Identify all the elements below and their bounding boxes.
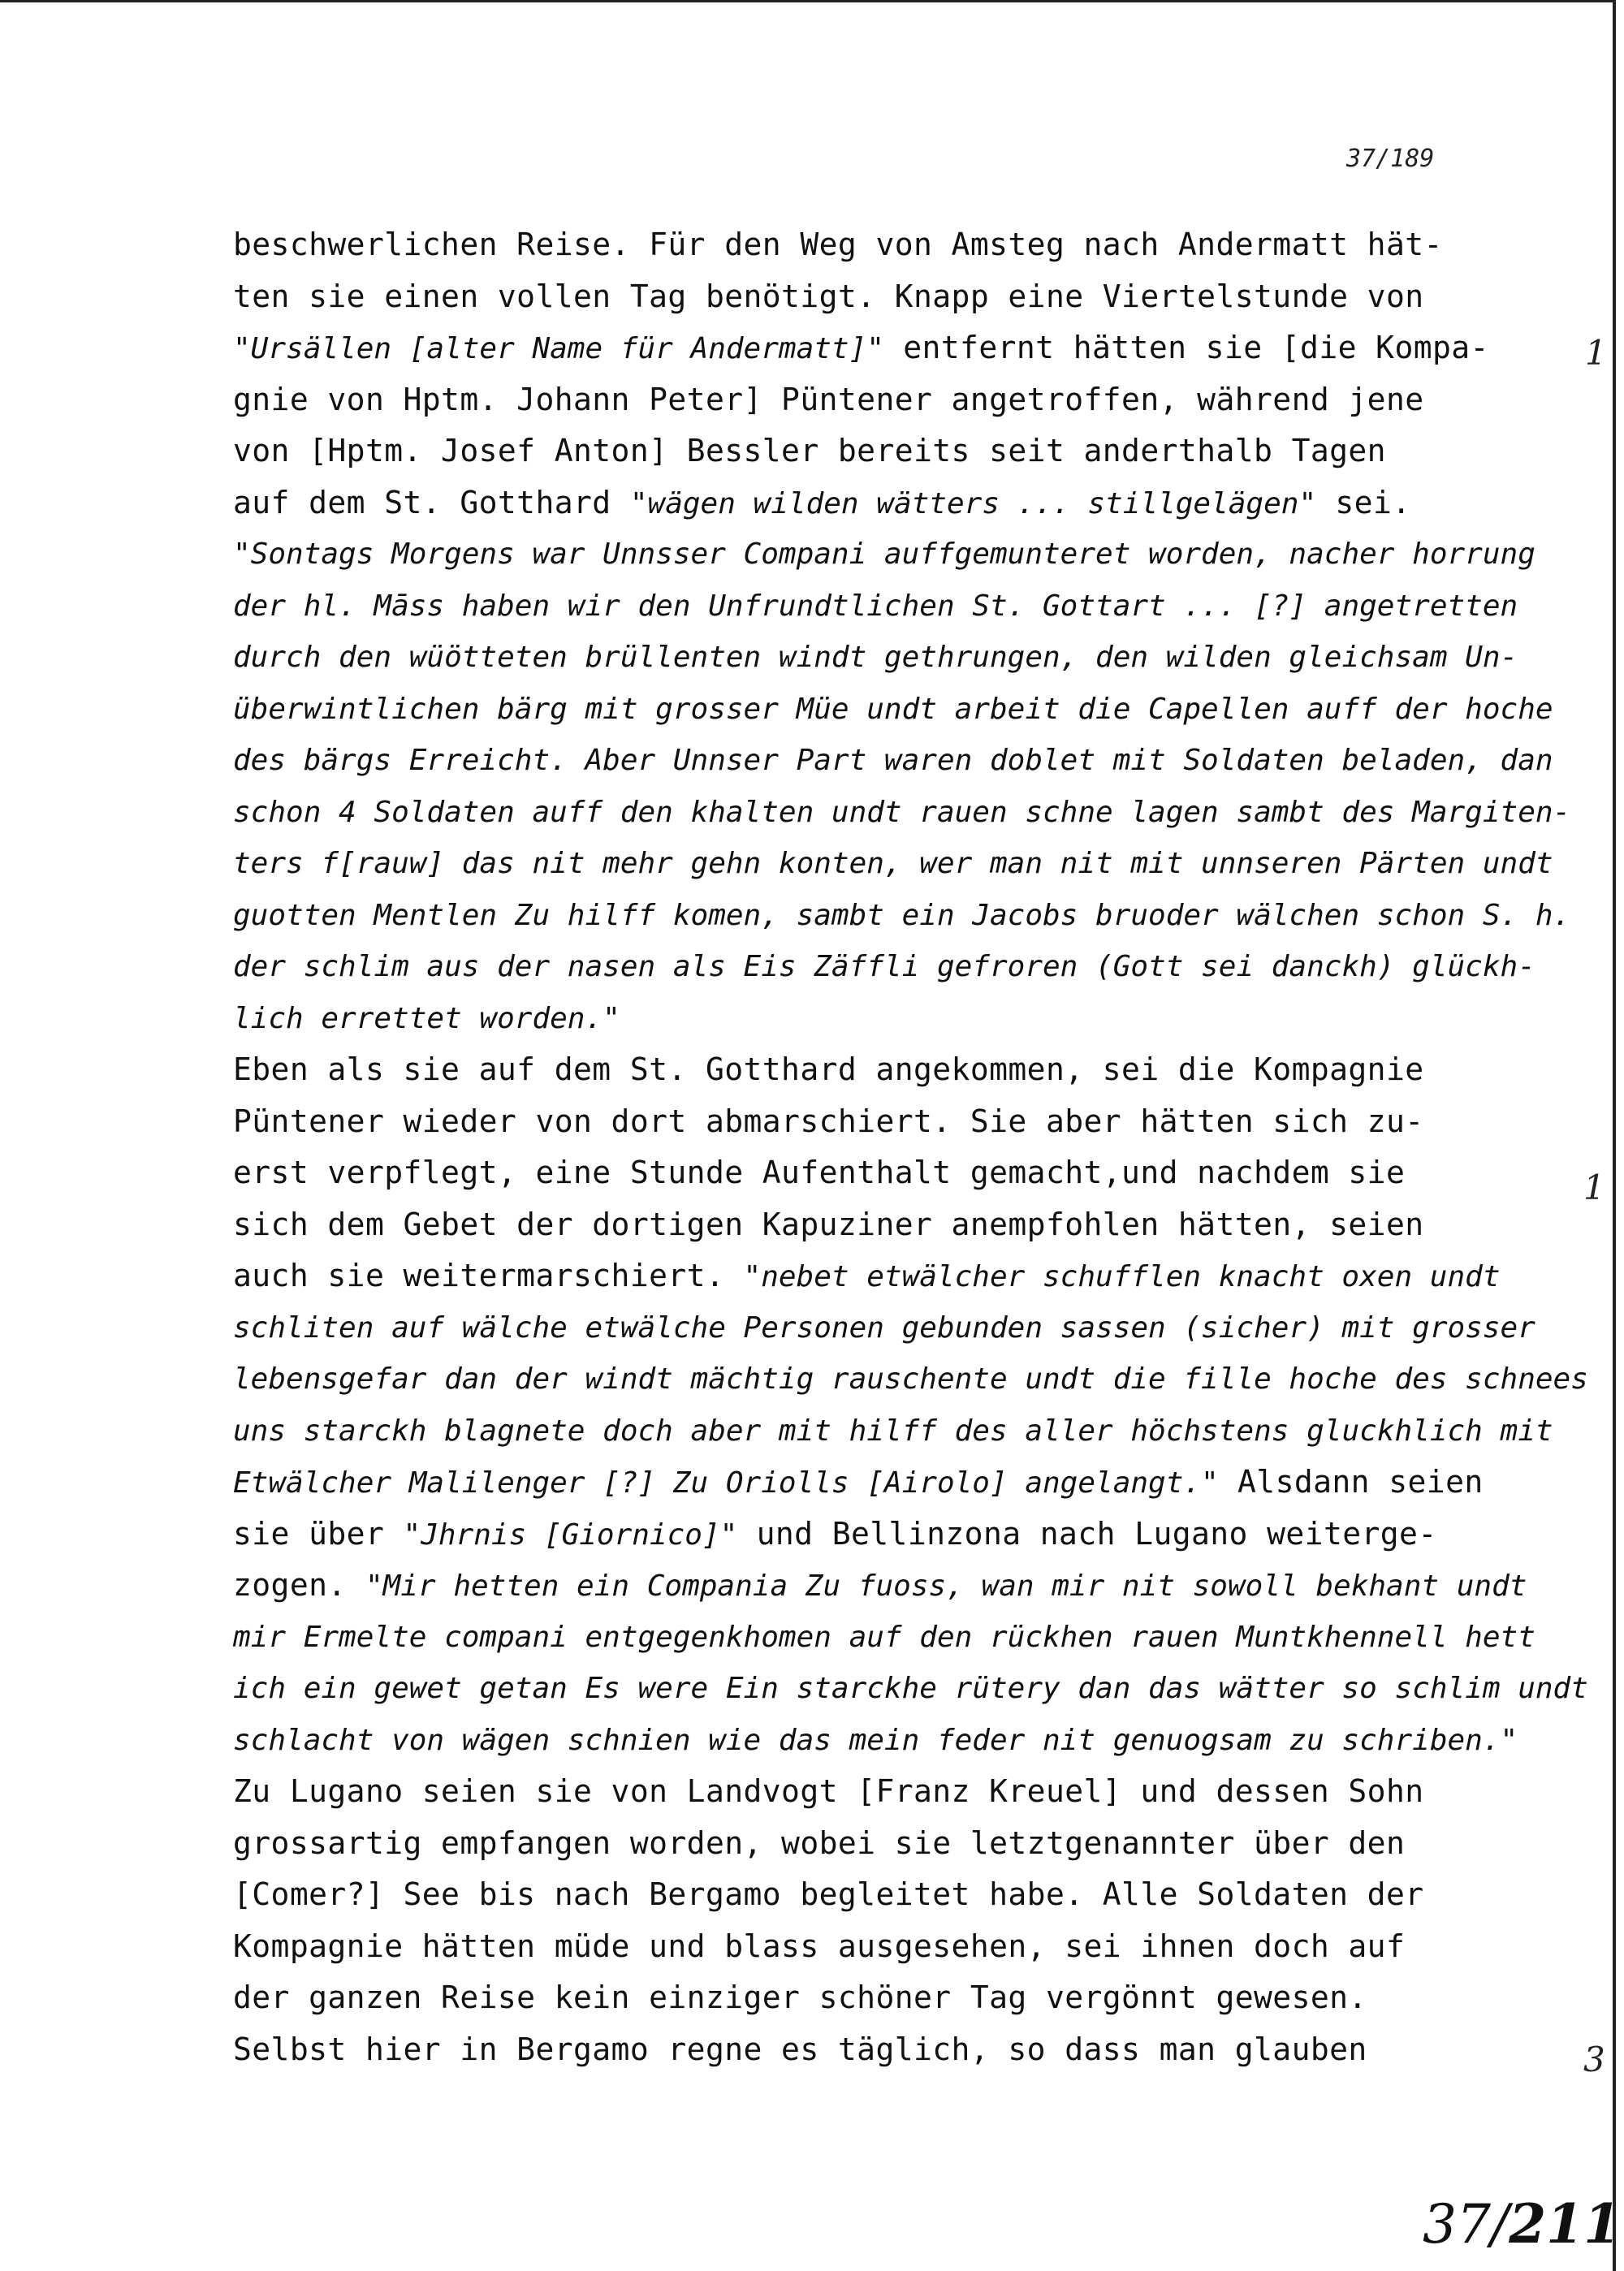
italic-segment: "Ursällen [alter Name für Andermatt]": [233, 332, 884, 365]
text-line: Kompagnie hätten müde und blass ausgesehen, sei ihnen doch auf: [233, 1928, 1406, 1964]
text-line: der hl. Māss haben wir den Unfrundtlichen St. Gottart ... [?] angetretten: [233, 589, 1518, 623]
text-segment: auch sie weitermarschiert.: [233, 1258, 744, 1293]
body-text: [233, 219, 1588, 2075]
text-segment: und Bellinzona nach Lugano weiterge-: [737, 1515, 1437, 1552]
text-line: überwintlichen bärg mit grosser Müe undt arbeit die Capellen auff der hoche: [233, 692, 1553, 726]
text-line: grossartig empfangen worden, wobei sie letztgenannter über den: [233, 1824, 1406, 1861]
text-segment: auf dem St. Gotthard: [233, 484, 630, 520]
text-line: Zu Lugano seien sie von Landvogt [Franz Kreuel] und dessen Sohn: [233, 1773, 1424, 1809]
text-line: schliten auf wälche etwälche Personen gebunden sassen (sicher) mit grosser: [233, 1310, 1535, 1345]
text-line: [233, 477, 1500, 529]
text-line: der schlim aus der nasen als Eis Zäffli gefroren (Gott sei danckh) glückh-: [233, 950, 1535, 983]
text-line: Püntener wieder von dort abmarschiert. Sie aber hätten sich zu-: [233, 1103, 1424, 1139]
text-line: [233, 322, 1500, 374]
text-segment: sie über: [233, 1515, 404, 1552]
text-line: schon 4 Soldaten auff den khalten undt rauen schne lagen sambt des Margiten-: [233, 795, 1571, 829]
text-line: [233, 1509, 1500, 1561]
margin-mark-2: 1: [1583, 1168, 1605, 1207]
italic-segment: "Mir hetten ein Compania Zu fuoss, wan mir nit sowoll bekhant undt: [365, 1569, 1527, 1603]
text-line: ters f[rauw] das nit mehr gehn konten, wer man nit mit unnseren Pärten undt: [233, 847, 1553, 880]
text-line: des bärgs Erreicht. Aber Unnser Part waren doblet mit Soldaten beladen, dan: [233, 744, 1553, 777]
text-line: uns starckh blagnete doch aber mit hilff des aller höchstens gluckhlich mit: [233, 1414, 1553, 1448]
text-line: von [Hptm. Josef Anton] Bessler bereits seit anderthalb Tagen: [233, 433, 1386, 468]
margin-mark-3: 3: [1583, 2040, 1605, 2079]
text-line: lich errettet worden.": [233, 1001, 620, 1035]
text-line: erst verpflegt, eine Stunde Aufenthalt gemacht,und nachdem sie: [233, 1155, 1406, 1190]
text-line: [233, 1250, 1500, 1302]
text-line: Eben als sie auf dem St. Gotthard angekommen, sei die Kompagnie: [233, 1051, 1424, 1087]
text-line: guotten Mentlen Zu hilff komen, sambt ein Jacobs bruoder wälchen schon S. h.: [233, 898, 1571, 932]
text-line: durch den wüötteten brüllenten windt gethrungen, den wilden gleichsam Un-: [233, 641, 1518, 674]
text-line: schlacht von wägen schnien wie das mein feder nit genuogsam zu schriben.": [233, 1723, 1518, 1757]
text-line: "Sontags Morgens war Unnsser Compani auffgemunteret worden, nacher horrung: [233, 538, 1535, 571]
text-line: mir Ermelte compani entgegenkhomen auf den rückhen rauen Muntkhennell hett: [233, 1620, 1535, 1654]
page-right-border: [1613, 0, 1616, 2271]
text-line: ich ein gewet getan Es were Ein starckhe rütery dan das wätter so schlim undt: [233, 1672, 1588, 1705]
text-line: lebensgefar dan der windt mächtig rauschente undt die fille hoche des schnees: [233, 1362, 1588, 1396]
page-number: 37/189: [1346, 145, 1435, 173]
text-segment: Alsdann seien: [1218, 1464, 1484, 1500]
text-line: der ganzen Reise kein einziger schöner Tag vergönnt gewesen.: [233, 1980, 1367, 2015]
text-line: ten sie einen vollen Tag benötigt. Knapp eine Viertelstunde von: [233, 278, 1424, 314]
text-line: sich dem Gebet der dortigen Kapuziner anempfohlen hätten, seien: [233, 1206, 1424, 1242]
text-line: beschwerlichen Reise. Für den Weg von Amsteg nach Andermatt hät-: [233, 227, 1443, 262]
italic-segment: "nebet etwälcher schufflen knacht oxen undt: [743, 1260, 1501, 1293]
italic-segment: "wägen wilden wätters ... stillgelägen": [629, 486, 1317, 520]
text-segment: zogen.: [233, 1567, 365, 1603]
text-line: [233, 1560, 1527, 1612]
margin-mark-1: 1: [1585, 333, 1607, 373]
italic-segment: Etwälcher Malilenger [?] Zu Oriolls [Airolo] angelangt.": [233, 1466, 1219, 1500]
handwritten-folio-second: 211: [1509, 2192, 1621, 2256]
text-segment: sei.: [1316, 484, 1411, 520]
text-line: Selbst hier in Bergamo regne es täglich, so dass man glauben: [233, 2031, 1367, 2067]
handwritten-folio-first: 37/: [1423, 2193, 1510, 2256]
italic-segment: "Jhrnis [Giornico]": [403, 1518, 738, 1552]
text-line: [Comer?] See bis nach Bergamo begleitet habe. Alle Soldaten der: [233, 1876, 1424, 1912]
page-top-border: [0, 0, 1616, 2]
text-line: [233, 1457, 1500, 1509]
handwritten-folio-number: [1423, 2192, 1621, 2256]
text-line: gnie von Hptm. Johann Peter] Püntener angetroffen, während jene: [233, 381, 1424, 417]
text-segment: entfernt hätten sie [die Kompa-: [883, 330, 1489, 365]
